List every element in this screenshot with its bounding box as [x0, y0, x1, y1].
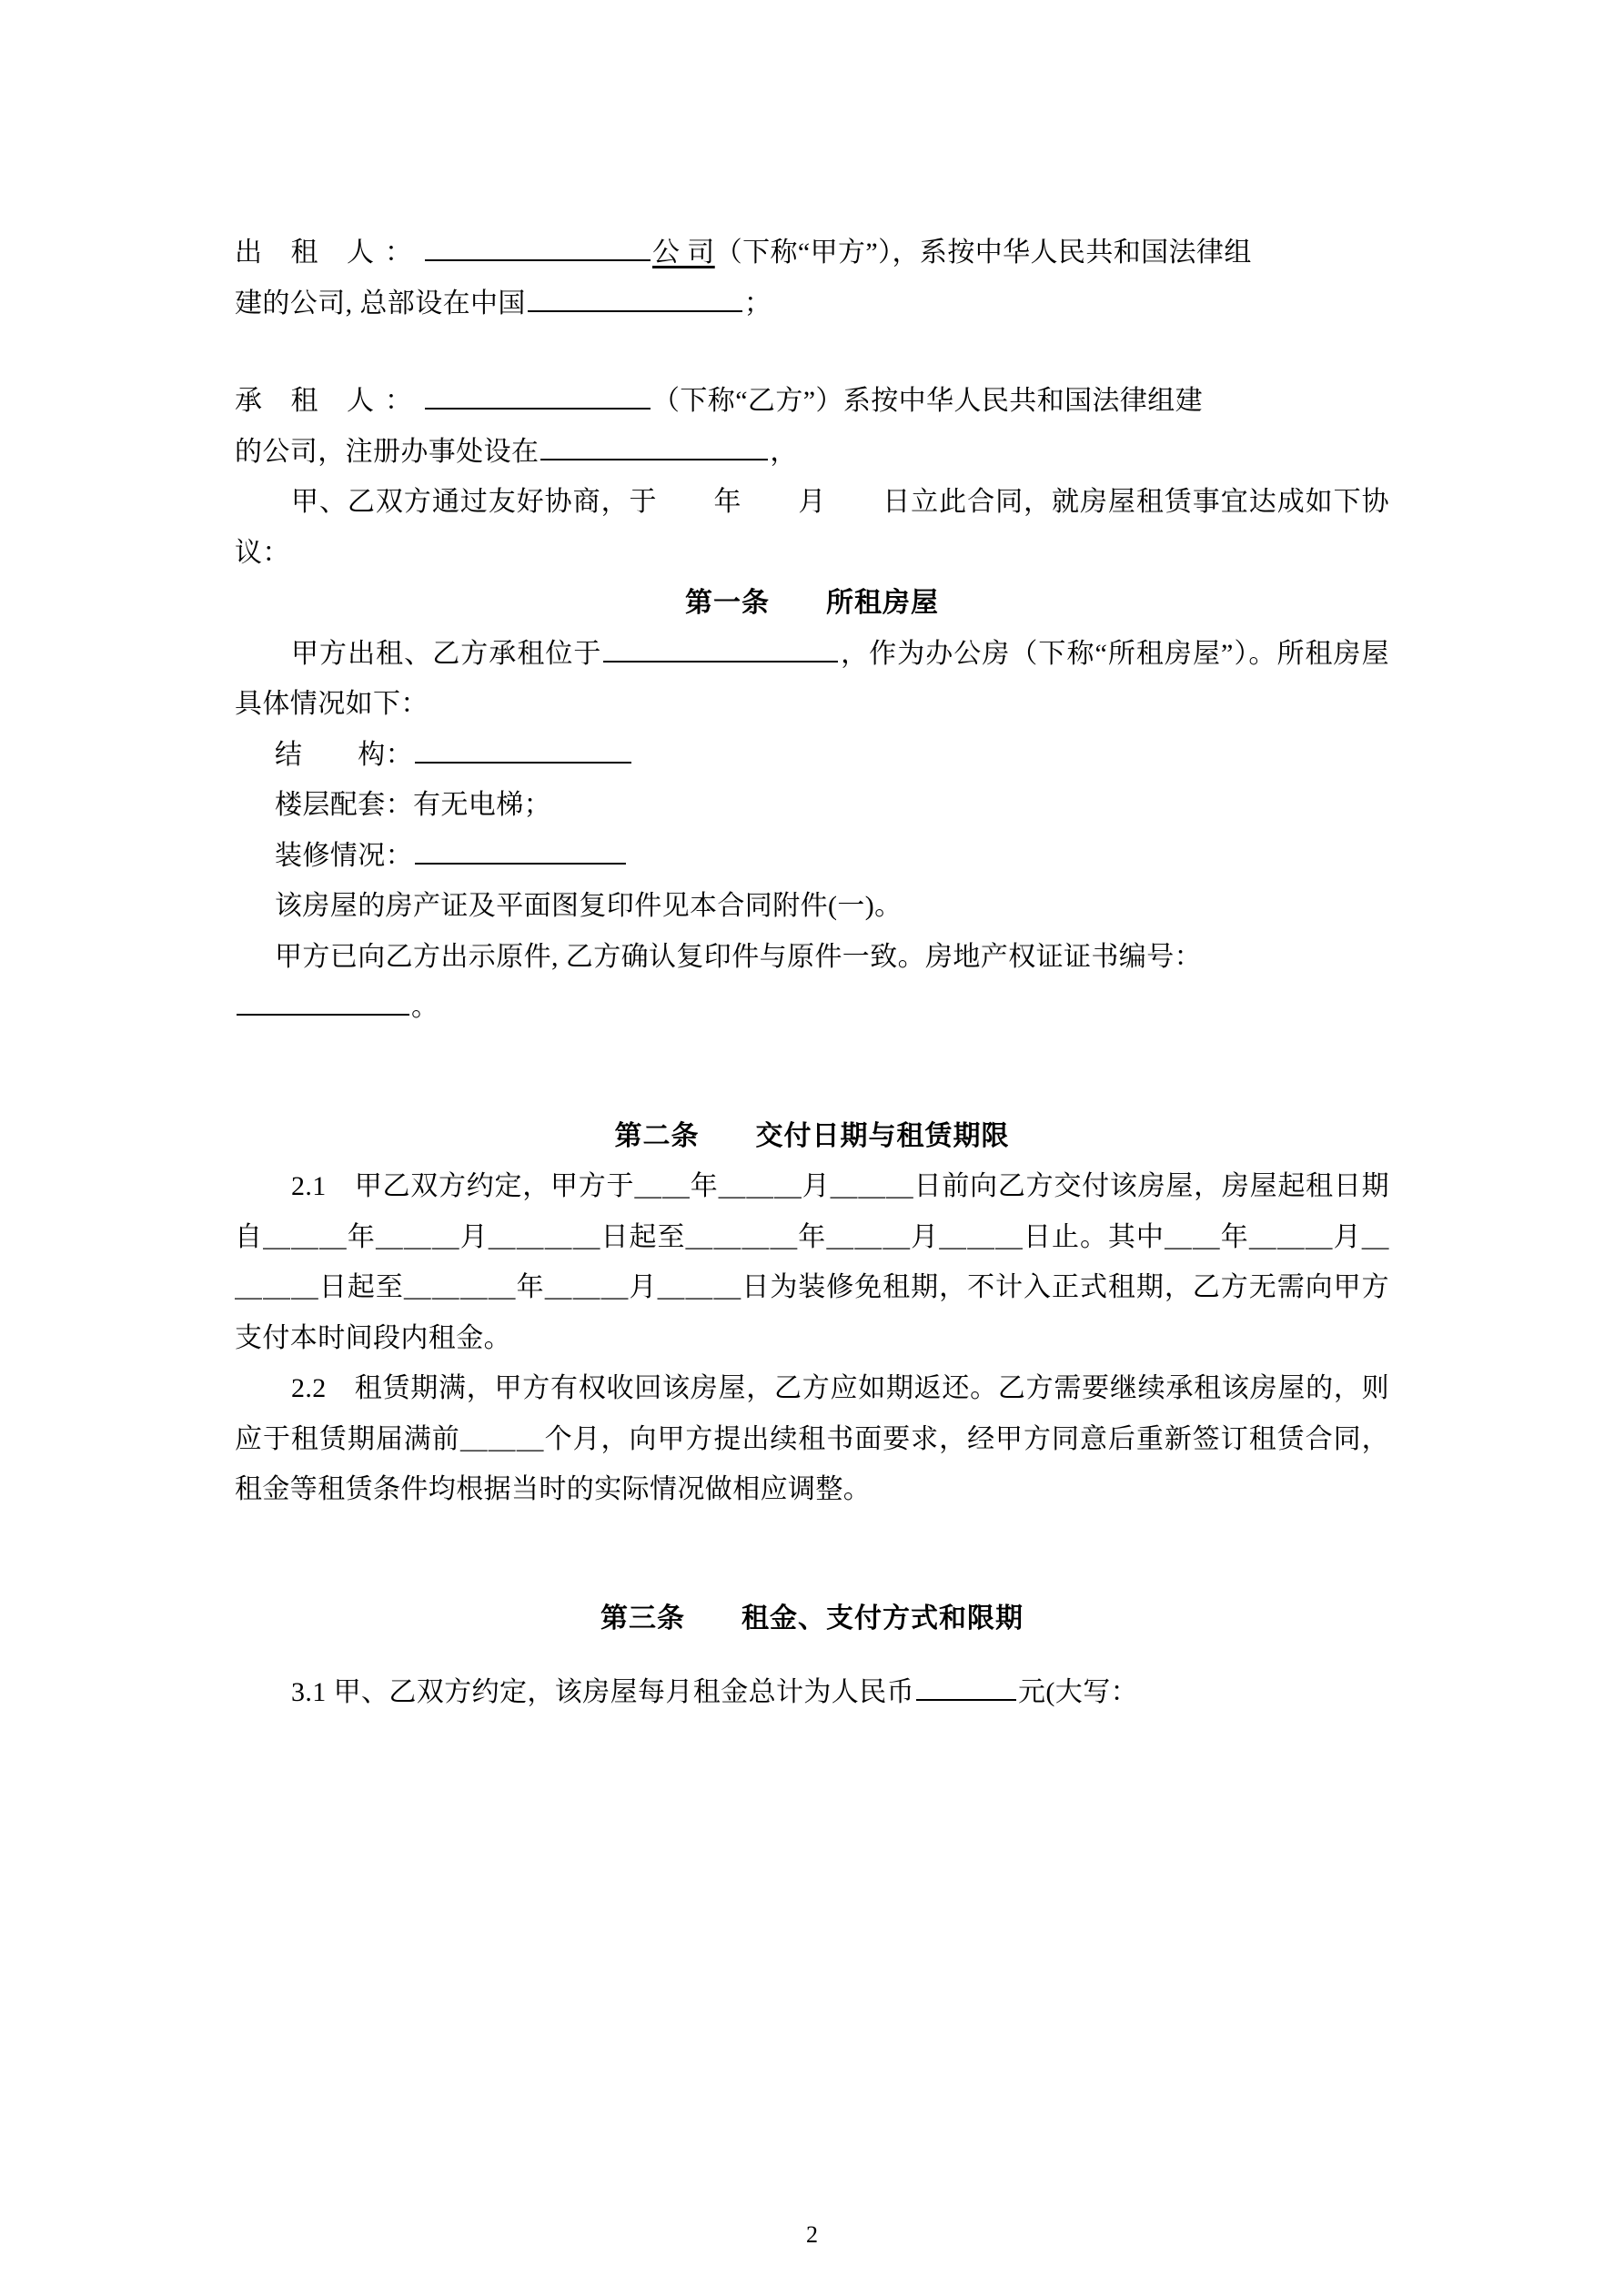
clause-3-1-label: 3.1 甲、乙双方约定，该房屋每月租金总计为人民币 [291, 1677, 914, 1707]
paragraph-certificate-number [235, 982, 1389, 1033]
premises-address-blank [603, 633, 838, 663]
clause-3-1-suffix: 元(大写： [1018, 1677, 1138, 1707]
lessee-office-label: 的公司，注册办事处设在 [235, 436, 540, 467]
paragraph-clause-3-1 [235, 1667, 1389, 1718]
paragraph-lessor [235, 228, 1389, 278]
paragraph-agreement-intro: 甲、乙双方通过友好协商，于 年 月 日立此合同，就房屋租赁事宜达成如下协议： [235, 487, 1389, 568]
premises-desc: ，作为办公房（下称“所租房屋”）。所租房屋具体情况如下： [235, 638, 1389, 719]
lessor-name-blank [425, 232, 651, 261]
lessor-company-suffix: 公 司 [652, 238, 715, 268]
paragraph-original-documents [235, 932, 1389, 983]
lessor-desc: （下称“甲方”），系按中华人民共和国法律组 [714, 238, 1252, 268]
paragraph-lessee-line2 [235, 427, 1389, 478]
decoration-blank [415, 835, 626, 865]
paragraph-decoration [235, 831, 1389, 882]
paragraph-floor-facilities [235, 780, 1389, 831]
paragraph-lessee [235, 376, 1389, 427]
certificate-number-blank [237, 986, 409, 1016]
floor-facilities-label: 楼层配套：有无电梯； [275, 790, 551, 820]
original-documents-text: 甲方已向乙方出示原件, 乙方确认复印件与原件一致。房地产权证证书编号： [275, 941, 1202, 972]
structure-blank [415, 734, 631, 764]
premises-label: 甲方出租、乙方承租位于 [291, 638, 602, 669]
lessee-desc: （下称“乙方”）系按中华人民共和国法律组建 [652, 386, 1204, 416]
heading-article-2: 第二条 交付日期与租赁期限 [614, 1120, 1010, 1151]
lessee-name-blank [425, 380, 651, 410]
paragraph-clause-2-1: 2.1 甲乙双方约定，甲方于＿＿年＿＿＿月＿＿＿日前向乙方交付该房屋，房屋起租日期自＿＿＿年＿＿＿月＿＿＿＿日起至＿＿＿＿年＿＿＿月＿＿＿日止。其中＿＿年＿＿＿月＿＿＿＿日起至＿＿＿＿年＿＿＿月＿＿＿日为装修免租期，不计入正式租期，乙方无需向甲方支付本时间段内租金。 [235, 1171, 1389, 1353]
structure-label: 结 构： [275, 739, 413, 770]
lessor-hq-label: 建的公司, 总部设在中国 [235, 288, 526, 319]
paragraph-lessor-line2 [235, 278, 1389, 329]
spacer-1 [235, 329, 1389, 376]
spacer-3 [235, 1515, 1389, 1593]
lessor-hq-blank [528, 283, 742, 312]
monthly-rent-blank [916, 1672, 1016, 1701]
paragraph-article1-premises [235, 629, 1389, 730]
lessee-office-punct: ， [770, 436, 798, 467]
lessor-hq-punct: ； [743, 288, 772, 319]
lessor-label: 出 租 人： [235, 238, 423, 268]
page-number: 2 [806, 2221, 818, 2248]
paragraph-clause-2-2: 2.2 租赁期满，甲方有权收回该房屋，乙方应如期返还。乙方需要继续承租该房屋的，则应于租赁期届满前＿＿＿个月，向甲方提出续租书面要求，经甲方同意后重新签订租赁合同，租金等租赁条件均根据当时的实际情况做相应调整。 [235, 1373, 1389, 1504]
heading-article-1: 第一条 所租房屋 [685, 588, 939, 618]
spacer-4 [235, 1644, 1389, 1667]
paragraph-property-certificate [235, 881, 1389, 932]
lessee-office-blank [540, 431, 768, 460]
lessee-label: 承 租 人： [235, 386, 423, 416]
certificate-number-punct: 。 [411, 992, 439, 1022]
spacer-2 [235, 1033, 1389, 1111]
property-certificate-text: 该房屋的房产证及平面图复印件见本合同附件(一)。 [275, 891, 903, 921]
decoration-label: 装修情况： [275, 840, 413, 871]
paragraph-structure [235, 730, 1389, 781]
heading-article-3: 第三条 租金、支付方式和限期 [600, 1603, 1024, 1633]
